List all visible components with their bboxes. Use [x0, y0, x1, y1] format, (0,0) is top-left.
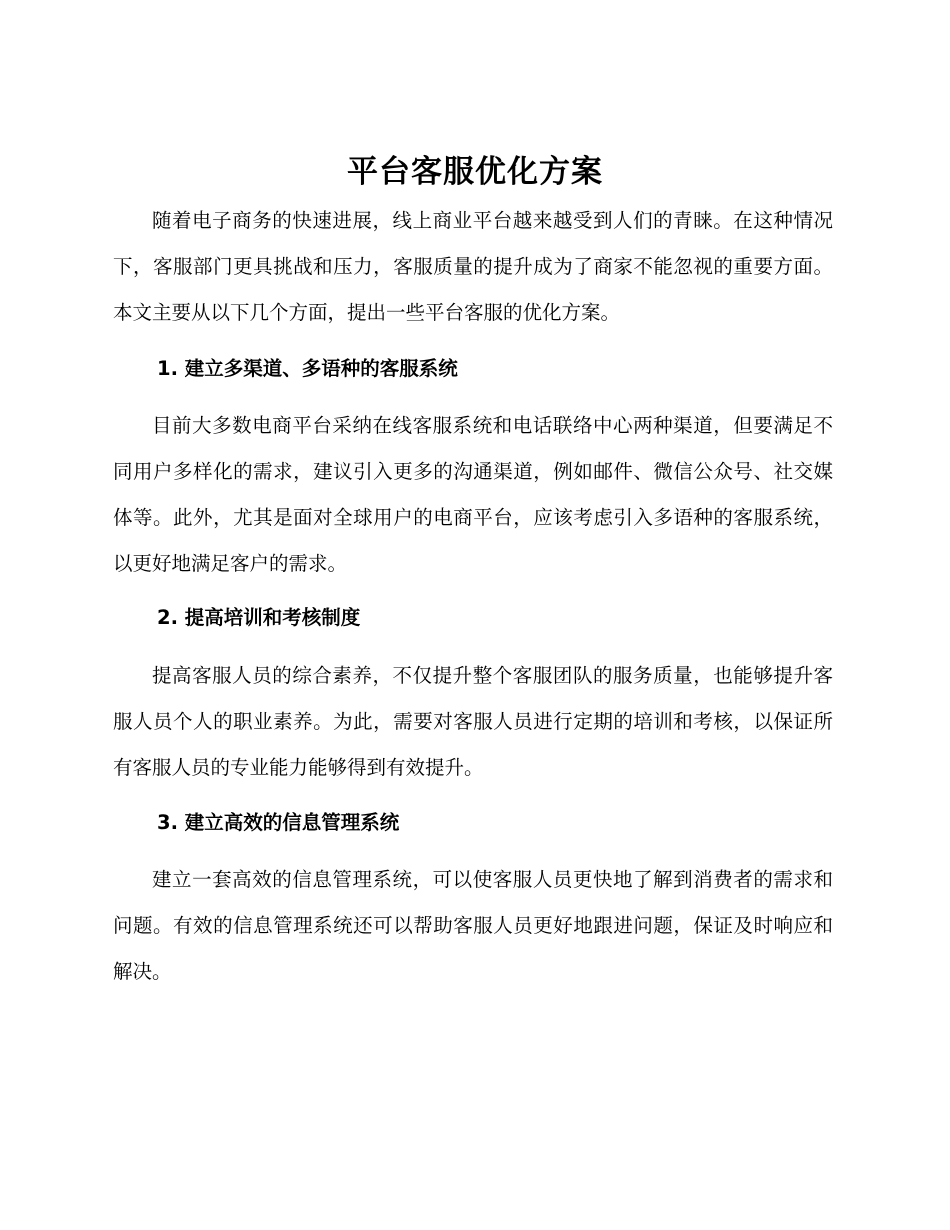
section-body-2: 提高客服人员的综合素养，不仅提升整个客服团队的服务质量，也能够提升客服人员个人的职业素养。为此，需要对客服人员进行定期的培训和考核，以保证所有客服人员的专业能力能够得到有效提升。	[113, 664, 833, 779]
section-heading-2: 2. 提高培训和考核制度	[157, 606, 361, 629]
document-title: 平台客服优化方案	[347, 154, 603, 190]
section-heading-3: 3. 建立高效的信息管理系统	[157, 811, 400, 834]
intro-paragraph: 随着电子商务的快速进展，线上商业平台越来越受到人们的青睐。在这种情况下，客服部门更具挑战和压力，客服质量的提升成为了商家不能忽视的重要方面。本文主要从以下几个方面，提出一些平台客服的优化方案。	[113, 209, 833, 324]
section-body-3: 建立一套高效的信息管理系统，可以使客服人员更快地了解到消费者的需求和问题。有效的信息管理系统还可以帮助客服人员更好地跟进问题，保证及时响应和解决。	[113, 868, 833, 983]
section-heading-1: 1. 建立多渠道、多语种的客服系统	[157, 357, 458, 380]
section-body-1: 目前大多数电商平台采纳在线客服系统和电话联络中心两种渠道，但要满足不同用户多样化的需求，建议引入更多的沟通渠道，例如邮件、微信公众号、社交媒体等。此外，尤其是面对全球用户的电商平台，应该考虑引入多语种的客服系统，以更好地满足客户的需求。	[113, 414, 833, 575]
